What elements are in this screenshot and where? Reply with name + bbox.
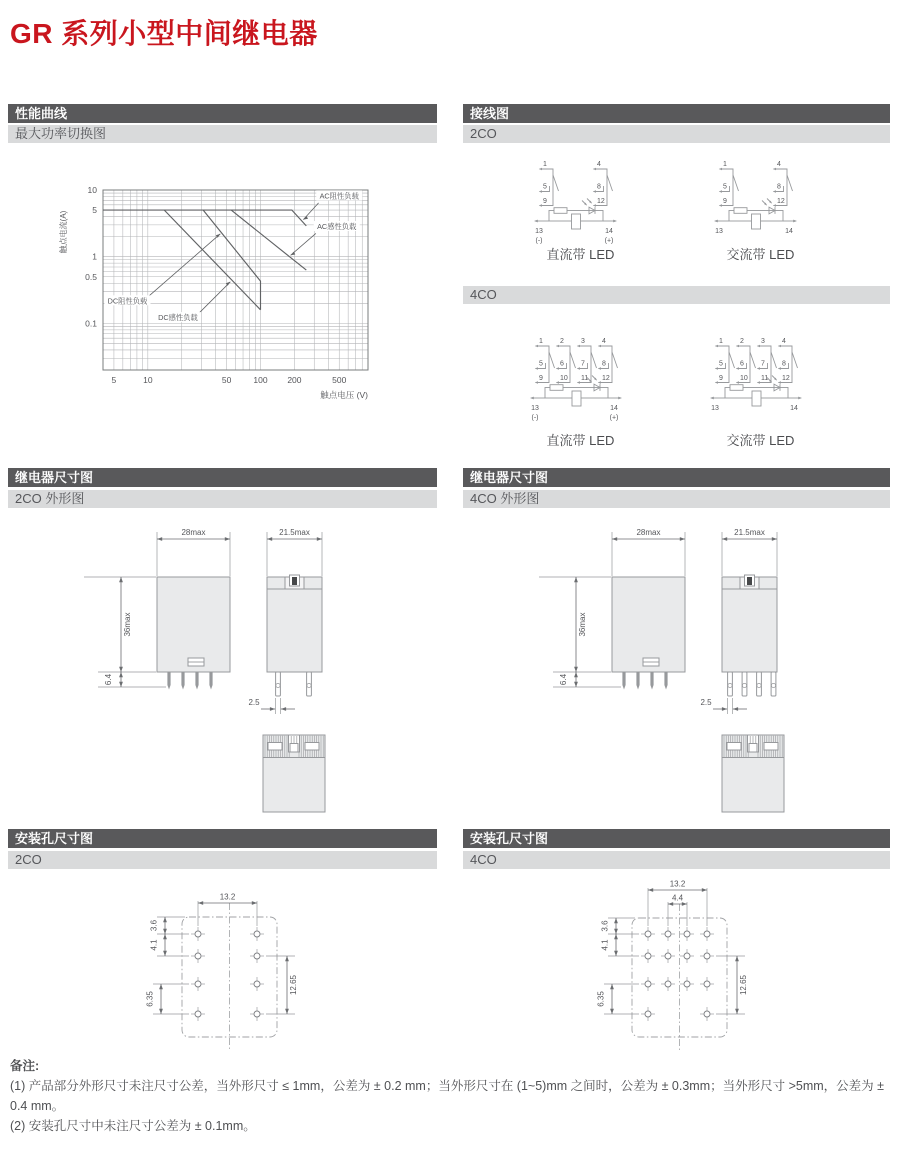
terminal-number: 7 — [761, 360, 765, 368]
mounting-hole — [254, 931, 260, 937]
arrowhead — [702, 888, 707, 892]
dimension-label: 6.35 — [596, 991, 606, 1007]
terminal-number: 9 — [539, 375, 543, 382]
series-AC感性负载 — [231, 210, 306, 270]
mounting-hole — [645, 981, 651, 987]
pin — [195, 672, 198, 685]
polarity-label: (+) — [604, 237, 614, 245]
mounting-hole — [195, 981, 201, 987]
wiring-caption-2co-dc: 直流带 LED — [546, 247, 615, 262]
dimension-label: 6.35 — [145, 991, 155, 1007]
performance-chart — [8, 168, 438, 408]
terminal-number: 9 — [719, 375, 723, 382]
arrowhead — [574, 682, 578, 687]
arrowhead — [159, 1009, 163, 1014]
dimension-label: 3.6 — [600, 920, 610, 932]
arrowhead — [285, 956, 289, 961]
polarity-label: (+) — [609, 414, 619, 422]
terminal-number: 2 — [740, 338, 744, 345]
y-tick-label: 5 — [92, 205, 97, 216]
y-tick-label: 10 — [87, 185, 97, 195]
arrowhead — [539, 168, 542, 170]
arrowhead — [735, 1009, 739, 1014]
mounting-hole — [665, 931, 671, 937]
x-tick-label: 200 — [287, 375, 302, 385]
coil-terminal-number: 14 — [610, 405, 618, 412]
dimension-label: 4.4 — [671, 893, 684, 903]
arrowhead — [793, 220, 797, 223]
dimension-label: 6.4 — [104, 673, 113, 686]
arrowhead — [722, 537, 727, 541]
arrowhead — [593, 204, 596, 206]
arrowhead — [119, 682, 123, 687]
arrowhead — [772, 537, 777, 541]
arrowhead — [119, 672, 123, 677]
terminal-number: 2 — [560, 338, 564, 345]
dimension-label: 12.65 — [739, 974, 748, 996]
mounting-hole — [645, 953, 651, 959]
mounting-hole — [665, 981, 671, 987]
resistor-symbol — [554, 208, 567, 214]
terminal-number: 6 — [560, 360, 564, 368]
dimension-label: 28max — [636, 528, 661, 537]
terminal-number: 5 — [543, 183, 547, 191]
wiring-diagram-4co-ac — [668, 325, 853, 425]
section-sub-wiring-2co: 2CO — [463, 125, 890, 143]
arrowhead — [618, 397, 622, 400]
arrowhead — [710, 397, 714, 400]
terminal-number: 1 — [723, 161, 727, 168]
note-line-2: (2) 安装孔尺寸中未注尺寸公差为 ± 0.1mm。 — [10, 1119, 256, 1133]
section-sub-wiring-4co: 4CO — [463, 286, 890, 304]
terminal-number: 12 — [602, 375, 610, 382]
terminal-number: 3 — [581, 338, 585, 345]
resistor-symbol — [730, 385, 743, 391]
dimension-label: 4.1 — [600, 939, 610, 951]
pin — [622, 672, 625, 685]
section-header-mounting-4co: 安装孔尺寸图 — [463, 829, 890, 848]
arrowhead — [281, 707, 286, 711]
mounting-hole — [254, 953, 260, 959]
curve-label: AC阻性负载 — [319, 191, 359, 201]
dimension-label: 6.4 — [559, 673, 568, 686]
notes — [10, 1056, 888, 1136]
pin — [650, 672, 653, 685]
arrowhead — [719, 168, 722, 170]
terminal-number: 8 — [777, 183, 781, 191]
arrowhead — [159, 984, 163, 989]
y-tick-label: 0.1 — [85, 318, 97, 329]
arrowhead — [574, 577, 578, 582]
arrowhead — [798, 397, 802, 400]
relay-dimension-drawing-4co — [463, 515, 893, 820]
arrowhead — [157, 537, 162, 541]
arrowhead — [648, 888, 653, 892]
terminal-number: 4 — [782, 338, 786, 345]
dimension-label: 3.6 — [149, 919, 159, 932]
terminal-number: 4 — [602, 338, 606, 345]
arrowhead — [530, 397, 534, 400]
terminal-number: 4 — [777, 161, 781, 168]
terminal-number: 6 — [740, 360, 744, 368]
dimension-label: 13.2 — [219, 892, 236, 902]
y-tick-label: 1 — [92, 251, 97, 262]
arrowhead — [735, 956, 739, 961]
x-tick-label: 100 — [253, 375, 268, 385]
terminal-number: 8 — [782, 360, 786, 368]
relay-body-side — [267, 577, 322, 672]
mounting-hole — [645, 931, 651, 937]
arrowhead — [252, 901, 257, 905]
mounting-hole — [704, 981, 710, 987]
x-axis-label: 触点电压 (V) — [320, 390, 368, 400]
arrowhead — [613, 220, 617, 223]
arrowhead — [757, 345, 760, 347]
terminal-number: 3 — [761, 338, 765, 345]
coil-terminal-number: 13 — [711, 405, 719, 412]
arrowhead — [119, 667, 123, 672]
section-sub-performance: 最大功率切换图 — [8, 125, 437, 143]
pin — [181, 672, 184, 685]
arrowhead — [680, 537, 685, 541]
curve-label: DC阻性负载 — [107, 296, 148, 306]
arrowhead — [317, 537, 322, 541]
page-title: GR 系列小型中间继电器 — [10, 18, 318, 49]
section-header-relay-dims-4co: 继电器尺寸图 — [463, 468, 890, 487]
mounting-hole — [195, 953, 201, 959]
arrowhead — [163, 929, 167, 934]
arrowhead — [163, 917, 167, 922]
section-sub-relay-dims-2co: 2CO 外形图 — [8, 490, 437, 508]
arrowhead — [614, 929, 618, 934]
terminal-number: 10 — [740, 375, 748, 382]
note-line-1: (1) 产品部分外形尺寸未注尺寸公差，当外形尺寸 ≤ 1mm，公差为 ± 0.2 mm；当外形尺寸在 (1~5)mm 之间时，公差为 ± 0.3mm；当外形尺寸 >5mm，公差为 ± 0.4 mm。 — [10, 1079, 885, 1113]
dimension-label: 4.1 — [149, 939, 159, 951]
mounting-hole — [704, 1011, 710, 1017]
dimension-label: 21.5max — [279, 528, 310, 537]
terminal-number: 1 — [539, 338, 543, 345]
x-tick-label: 10 — [143, 375, 153, 385]
terminal-number: 4 — [597, 161, 601, 168]
coil-terminal-number: 14 — [790, 405, 798, 412]
resistor-symbol — [550, 385, 563, 391]
coil-terminal-number: 14 — [605, 228, 613, 235]
arrowhead — [119, 577, 123, 582]
dimension-label: 36max — [123, 612, 132, 637]
wiring-caption-2co-ac: 交流带 LED — [726, 247, 795, 262]
wiring-diagram-2co-dc — [488, 148, 673, 248]
arrowhead — [163, 951, 167, 956]
slot — [268, 743, 282, 751]
arrowhead — [715, 381, 718, 383]
pin — [167, 672, 170, 685]
terminal-number: 5 — [719, 360, 723, 368]
curve-label: AC感性负载 — [317, 222, 357, 232]
section-sub-relay-dims-4co: 4CO 外形图 — [463, 490, 890, 508]
arrowhead — [267, 537, 272, 541]
arrowhead — [614, 918, 618, 923]
arrowhead — [225, 537, 230, 541]
coil-symbol — [572, 391, 581, 406]
arrowhead — [778, 345, 781, 347]
terminal-number: 1 — [719, 338, 723, 345]
arrowhead — [757, 381, 760, 383]
pin — [636, 672, 639, 685]
mounting-hole — [704, 953, 710, 959]
terminal-number: 1 — [543, 161, 547, 168]
arrowhead — [574, 672, 578, 677]
mounting-hole — [195, 931, 201, 937]
dimension-label: 2.5 — [700, 698, 712, 707]
arrowhead — [682, 902, 687, 906]
terminal-number: 5 — [539, 360, 543, 368]
pin — [209, 672, 212, 685]
terminal-number: 8 — [602, 360, 606, 368]
section-sub-mounting-4co: 4CO — [463, 851, 890, 869]
mounting-hole — [254, 1011, 260, 1017]
arrowhead — [556, 345, 559, 347]
arrowhead — [534, 220, 538, 223]
arrowhead — [773, 204, 776, 206]
terminal-number: 12 — [777, 198, 785, 205]
arrowhead — [736, 345, 739, 347]
terminal-number: 11 — [761, 375, 769, 382]
terminal-number: 12 — [782, 375, 790, 382]
arrowhead — [610, 984, 614, 989]
dimension-label: 2.5 — [248, 698, 260, 707]
coil-terminal-number: 13 — [535, 228, 543, 235]
arrowhead — [719, 204, 722, 206]
mounting-hole — [195, 1011, 201, 1017]
arrowhead — [577, 345, 580, 347]
section-sub-mounting-2co: 2CO — [8, 851, 437, 869]
section-header-mounting-2co: 安装孔尺寸图 — [8, 829, 437, 848]
coil-terminal-number: 13 — [715, 228, 723, 235]
terminal-number: 12 — [597, 198, 605, 205]
wiring-caption-4co-dc: 直流带 LED — [546, 433, 615, 448]
arrowhead — [593, 168, 596, 170]
arrowhead — [614, 934, 618, 939]
section-header-wiring: 接线图 — [463, 104, 890, 123]
arrowhead — [577, 381, 580, 383]
y-axis-label: 触点电流(A) — [59, 210, 68, 254]
dimension-label: 12.65 — [289, 974, 298, 996]
dimension-label: 36max — [578, 612, 587, 637]
mounting-hole-diagram-4co — [463, 875, 893, 1060]
section-header-relay-dims-2co: 继电器尺寸图 — [8, 468, 437, 487]
wiring-caption-4co-ac: 交流带 LED — [726, 433, 795, 448]
dimension-label: 21.5max — [734, 528, 765, 537]
terminal-number: 8 — [597, 183, 601, 191]
arrowhead — [736, 381, 739, 383]
arrowhead — [614, 951, 618, 956]
mounting-hole — [254, 981, 260, 987]
arrowhead — [574, 667, 578, 672]
arrowhead — [722, 707, 727, 711]
arrowhead — [598, 345, 601, 347]
relay-dimension-drawing-2co — [8, 515, 438, 820]
arrowhead — [198, 901, 203, 905]
curve-label: DC感性负载 — [158, 313, 198, 323]
terminal-number: 7 — [581, 360, 585, 368]
wiring-diagram-4co-dc — [488, 325, 673, 425]
terminal-number: 9 — [723, 198, 727, 205]
arrowhead — [270, 707, 275, 711]
arrowhead — [285, 1009, 289, 1014]
arrowhead — [612, 537, 617, 541]
mounting-hole-diagram-2co — [8, 875, 438, 1060]
arrowhead — [535, 345, 538, 347]
arrowhead — [773, 168, 776, 170]
slot — [764, 743, 778, 751]
arrowhead — [778, 381, 781, 383]
slot — [305, 743, 319, 751]
wiring-diagram-2co-ac — [668, 148, 853, 248]
coil-symbol — [572, 214, 581, 229]
arrowhead — [539, 204, 542, 206]
terminal-number: 5 — [723, 183, 727, 191]
polarity-label: (-) — [535, 237, 543, 245]
arrowhead — [715, 345, 718, 347]
coil-terminal-number: 13 — [531, 405, 539, 412]
arrowhead — [714, 220, 718, 223]
arrowhead — [598, 381, 601, 383]
dimension-label: 28max — [181, 528, 206, 537]
polarity-label: (-) — [531, 414, 539, 422]
mounting-hole — [704, 931, 710, 937]
mounting-hole — [684, 953, 690, 959]
terminal-number: 10 — [560, 375, 568, 382]
dimension-label: 13.2 — [669, 879, 686, 889]
terminal-number: 9 — [543, 198, 547, 205]
arrowhead — [610, 1009, 614, 1014]
mounting-hole — [645, 1011, 651, 1017]
mounting-hole — [684, 931, 690, 937]
y-tick-label: 0.5 — [85, 271, 97, 282]
resistor-symbol — [734, 208, 747, 214]
section-header-performance: 性能曲线 — [8, 104, 437, 123]
pin — [664, 672, 667, 685]
x-tick-label: 5 — [111, 375, 117, 385]
notes-title: 备注: — [10, 1059, 40, 1073]
mounting-hole — [684, 981, 690, 987]
arrowhead — [163, 934, 167, 939]
arrowhead — [556, 381, 559, 383]
slot — [727, 743, 741, 751]
coil-symbol — [752, 391, 761, 406]
arrowhead — [535, 381, 538, 383]
mounting-hole — [665, 953, 671, 959]
relay-body-side — [722, 577, 777, 672]
coil-symbol — [752, 214, 761, 229]
x-tick-label: 500 — [332, 375, 347, 385]
coil-terminal-number: 14 — [785, 228, 793, 235]
arrowhead — [668, 902, 673, 906]
x-tick-label: 50 — [221, 375, 232, 385]
arrowhead — [733, 707, 738, 711]
terminal-number: 11 — [581, 375, 589, 382]
